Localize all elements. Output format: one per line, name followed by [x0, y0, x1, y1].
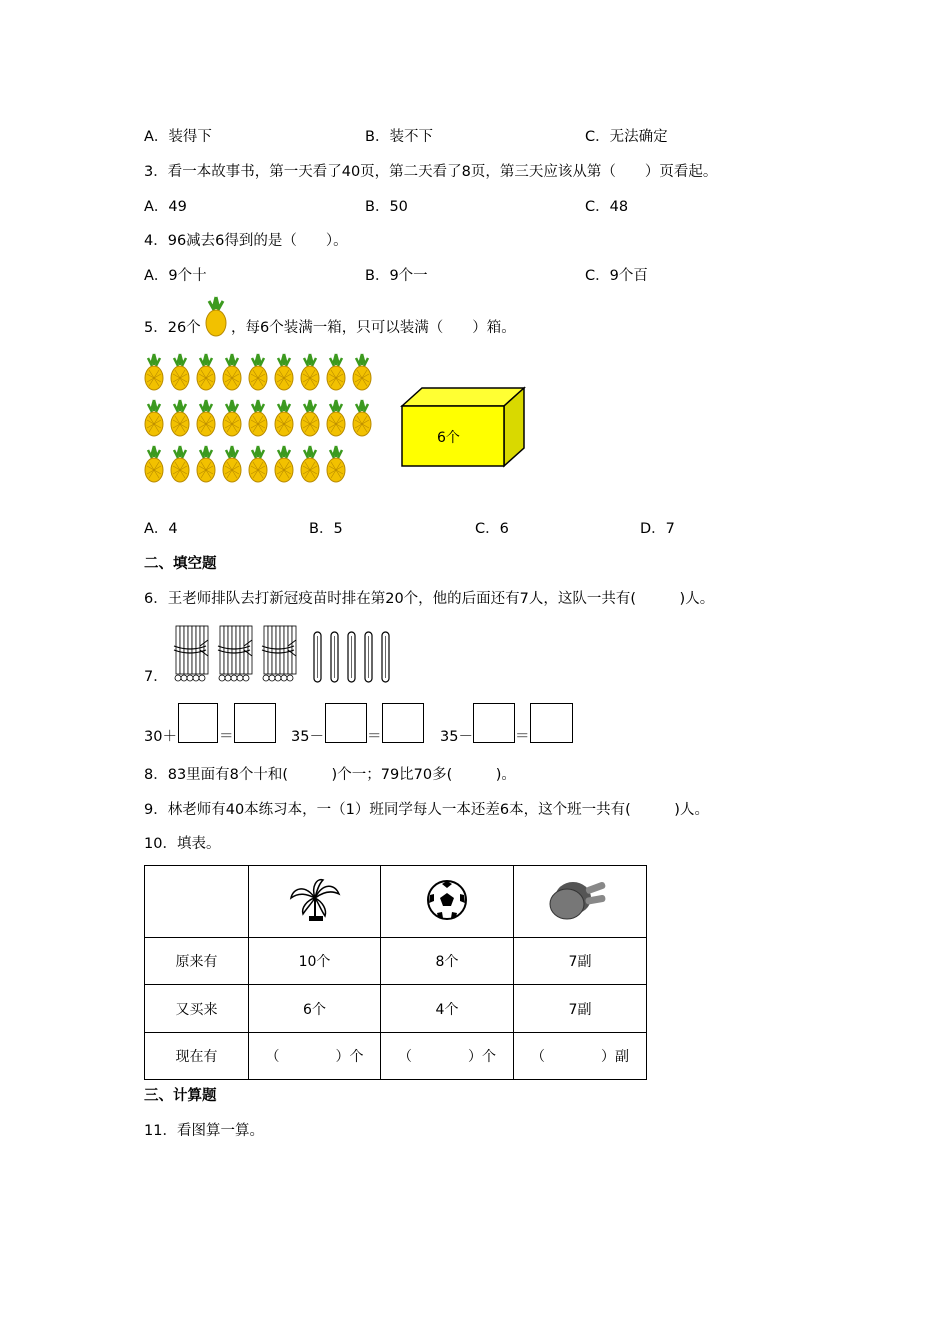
stick-bundles — [170, 620, 410, 686]
q5-text-before: 5．26个 — [144, 320, 201, 336]
q3-option-c: C．48 — [585, 199, 629, 215]
q5-text-after: ，每6个装满一箱，只可以装满（ ）箱。 — [231, 320, 516, 336]
pineapple-icon — [169, 444, 191, 484]
pineapple-icon — [351, 352, 373, 392]
table-row — [145, 985, 647, 1033]
equals-sign: ＝ — [367, 729, 382, 745]
pineapple-icon — [325, 352, 347, 392]
q2-option-a: A．装得下 — [144, 129, 212, 145]
pineapple-icon — [143, 398, 165, 438]
equals-sign: ＝ — [219, 729, 234, 745]
pineapple-group — [143, 352, 373, 484]
answer-cell[interactable]: （ ）个 — [381, 1033, 514, 1080]
q2-option-b: B．装不下 — [365, 129, 433, 145]
q5-option-b: B．5 — [309, 521, 343, 537]
pineapple-icon — [351, 398, 373, 438]
pineapple-icon — [143, 352, 165, 392]
q3-option-b: B．50 — [365, 199, 408, 215]
stick-bundle-icon — [214, 622, 254, 684]
table-cell: 10个 — [249, 938, 381, 985]
table-cell: 7副 — [514, 938, 647, 985]
pineapple-icon — [299, 398, 321, 438]
q4-text: 4．96减去6得到的是（ ）。 — [144, 233, 348, 249]
answer-box[interactable] — [178, 703, 218, 743]
answer-box[interactable] — [530, 703, 573, 743]
q7-expr3-start: 35－ — [440, 729, 473, 745]
stick-icon — [312, 630, 324, 684]
pineapple-icon — [325, 398, 347, 438]
q2-option-c: C．无法确定 — [585, 129, 668, 145]
q4-option-c: C．9个百 — [585, 268, 648, 284]
table-row — [145, 938, 647, 985]
stick-icon — [346, 630, 358, 684]
pineapple-icon — [195, 398, 217, 438]
stick-bundle-icon — [258, 622, 298, 684]
q5-option-d: D．7 — [640, 521, 675, 537]
section-title-fill-blank: 二、填空题 — [144, 556, 217, 572]
answer-box[interactable] — [473, 703, 515, 743]
box-icon — [398, 384, 528, 470]
pineapple-icon — [195, 352, 217, 392]
row-label: 又买来 — [145, 985, 249, 1033]
q4-option-a: A．9个十 — [144, 268, 207, 284]
table-cell: 4个 — [381, 985, 514, 1033]
fill-table — [144, 865, 647, 1080]
pineapple-icon — [221, 444, 243, 484]
stick-bundle-icon — [170, 622, 210, 684]
table-header-cell — [381, 866, 514, 938]
pineapple-icon — [169, 398, 191, 438]
q3-text: 3．看一本故事书，第一天看了40页，第二天看了8页，第三天应该从第（ ）页看起。 — [144, 164, 718, 180]
q4-option-b: B．9个一 — [365, 268, 428, 284]
answer-cell[interactable]: （ ）个 — [249, 1033, 381, 1080]
pineapple-icon — [273, 352, 295, 392]
pineapple-icon — [169, 352, 191, 392]
pineapple-icon — [221, 398, 243, 438]
q9-text: 9．林老师有40本练习本，一（1）班同学每人一本还差6本，这个班一共有( )人。 — [144, 802, 709, 818]
pineapple-icon — [195, 444, 217, 484]
table-cell: 6个 — [249, 985, 381, 1033]
q7-number: 7． — [144, 669, 168, 685]
stick-icon — [380, 630, 392, 684]
table-header-cell — [514, 866, 647, 938]
q11-text: 11．看图算一算。 — [144, 1123, 264, 1139]
answer-cell[interactable]: （ ）副 — [514, 1033, 647, 1080]
box-label: 6个 — [437, 430, 460, 446]
table-row — [145, 1033, 647, 1080]
q7-expr2-start: 35－ — [291, 729, 324, 745]
pineapple-icon — [325, 444, 347, 484]
q10-text: 10．填表。 — [144, 836, 221, 852]
pineapple-icon — [247, 398, 269, 438]
stick-icon — [329, 630, 341, 684]
answer-box[interactable] — [234, 703, 276, 743]
row-label: 现在有 — [145, 1033, 249, 1080]
answer-box[interactable] — [382, 703, 424, 743]
pineapple-icon — [273, 398, 295, 438]
paddle-icon — [545, 876, 615, 924]
row-label: 原来有 — [145, 938, 249, 985]
table-cell: 8个 — [381, 938, 514, 985]
pineapple-icon — [203, 295, 229, 337]
table-header-cell — [249, 866, 381, 938]
pineapple-icon — [299, 352, 321, 392]
equals-sign: ＝ — [515, 729, 530, 745]
q6-text: 6．王老师排队去打新冠疫苗时排在第20个，他的后面还有7人，这队一共有( )人。 — [144, 591, 715, 607]
table-header-row — [145, 866, 647, 938]
answer-box[interactable] — [325, 703, 367, 743]
q3-option-a: A．49 — [144, 199, 187, 215]
pineapple-icon — [299, 444, 321, 484]
q5-option-a: A．4 — [144, 521, 178, 537]
section-title-calculation: 三、计算题 — [144, 1088, 217, 1104]
table-cell: 7副 — [514, 985, 647, 1033]
soccer-ball-icon — [425, 878, 469, 922]
pineapple-icon — [273, 444, 295, 484]
q5-option-c: C．6 — [475, 521, 509, 537]
pinwheel-icon — [287, 876, 343, 924]
pineapple-icon — [143, 444, 165, 484]
table-corner-cell — [145, 866, 249, 938]
q7-expr1-start: 30＋ — [144, 729, 177, 745]
q8-text: 8．83里面有8个十和( )个一；79比70多( )。 — [144, 767, 516, 783]
pineapple-icon — [247, 352, 269, 392]
pineapple-icon — [247, 444, 269, 484]
pineapple-icon — [221, 352, 243, 392]
stick-icon — [363, 630, 375, 684]
